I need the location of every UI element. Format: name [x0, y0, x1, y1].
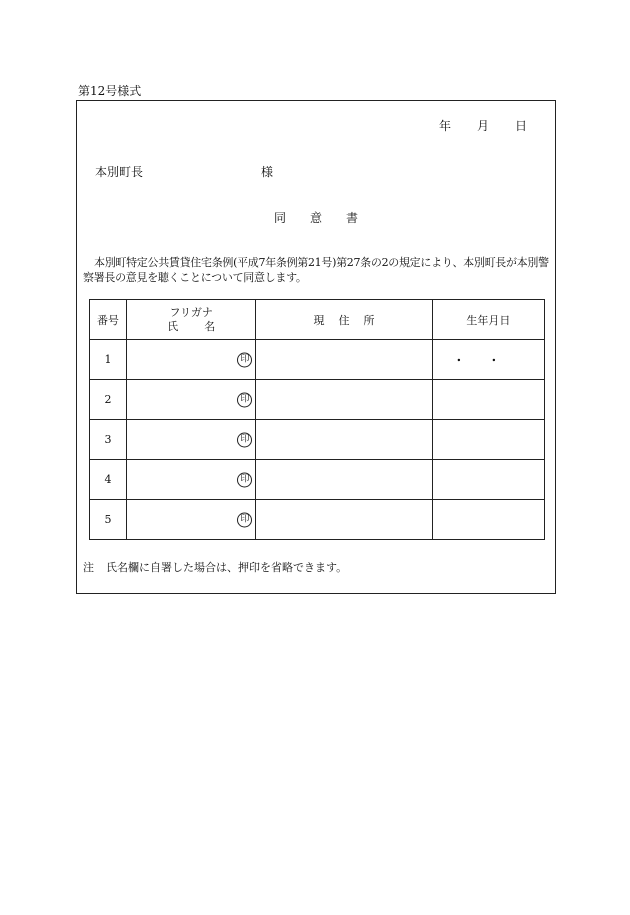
address-cell	[256, 460, 432, 500]
table-row	[90, 500, 545, 540]
header-address: 現住所	[256, 300, 432, 340]
header-name-label: 氏名	[167, 319, 242, 333]
row-number: 5	[90, 500, 127, 540]
seal-mark: 印	[237, 392, 252, 407]
table-header-row	[90, 300, 545, 340]
header-furigana: フリガナ	[169, 305, 213, 319]
birthdate-cell	[432, 380, 544, 420]
date-line	[439, 117, 527, 134]
address-cell	[256, 500, 432, 540]
consent-table	[89, 299, 545, 540]
row-number: 2	[90, 380, 127, 420]
table-row	[90, 460, 545, 500]
name-cell	[127, 500, 256, 540]
address-cell	[256, 340, 432, 380]
honorific: 様	[261, 165, 274, 179]
note-text: 氏名欄に自署した場合は、押印を省略できます。	[106, 561, 348, 574]
birthdate-cell	[432, 460, 544, 500]
seal-mark: 印	[237, 472, 252, 487]
address-cell	[256, 420, 432, 460]
recipient: 本別町長	[95, 165, 144, 179]
birthdate-cell	[432, 420, 544, 460]
row-number: 3	[90, 420, 127, 460]
birthdate-cell	[432, 500, 544, 540]
date-year: 年	[438, 119, 451, 133]
birthdate-cell	[432, 340, 544, 380]
form-number: 第12号様式	[78, 84, 142, 98]
name-cell	[127, 340, 256, 380]
header-number: 番号	[90, 300, 127, 340]
consent-statement: 本別町特定公共賃貸住宅条例(平成7年条例第21号)第27条の2の規定により、本別町長が本別警察署長の意見を聴くことについて同意します。	[83, 256, 549, 284]
table-row	[90, 380, 545, 420]
row-number: 4	[90, 460, 127, 500]
header-birthdate: 生年月日	[432, 300, 544, 340]
birthdate-separator: ・・	[453, 353, 524, 367]
address-cell	[256, 380, 432, 420]
date-day: 日	[514, 119, 527, 133]
name-cell	[127, 380, 256, 420]
table-row	[90, 340, 545, 380]
date-month: 月	[476, 119, 489, 133]
table-row	[90, 420, 545, 460]
seal-mark: 印	[237, 432, 252, 447]
document-title: 同意書	[273, 211, 382, 225]
row-number: 1	[90, 340, 127, 380]
name-cell	[127, 420, 256, 460]
note-label: 注	[83, 561, 94, 574]
name-cell	[127, 460, 256, 500]
header-name	[127, 300, 256, 340]
note	[83, 559, 347, 575]
consent-form	[76, 100, 556, 594]
seal-mark: 印	[237, 512, 252, 527]
seal-mark: 印	[237, 352, 252, 367]
